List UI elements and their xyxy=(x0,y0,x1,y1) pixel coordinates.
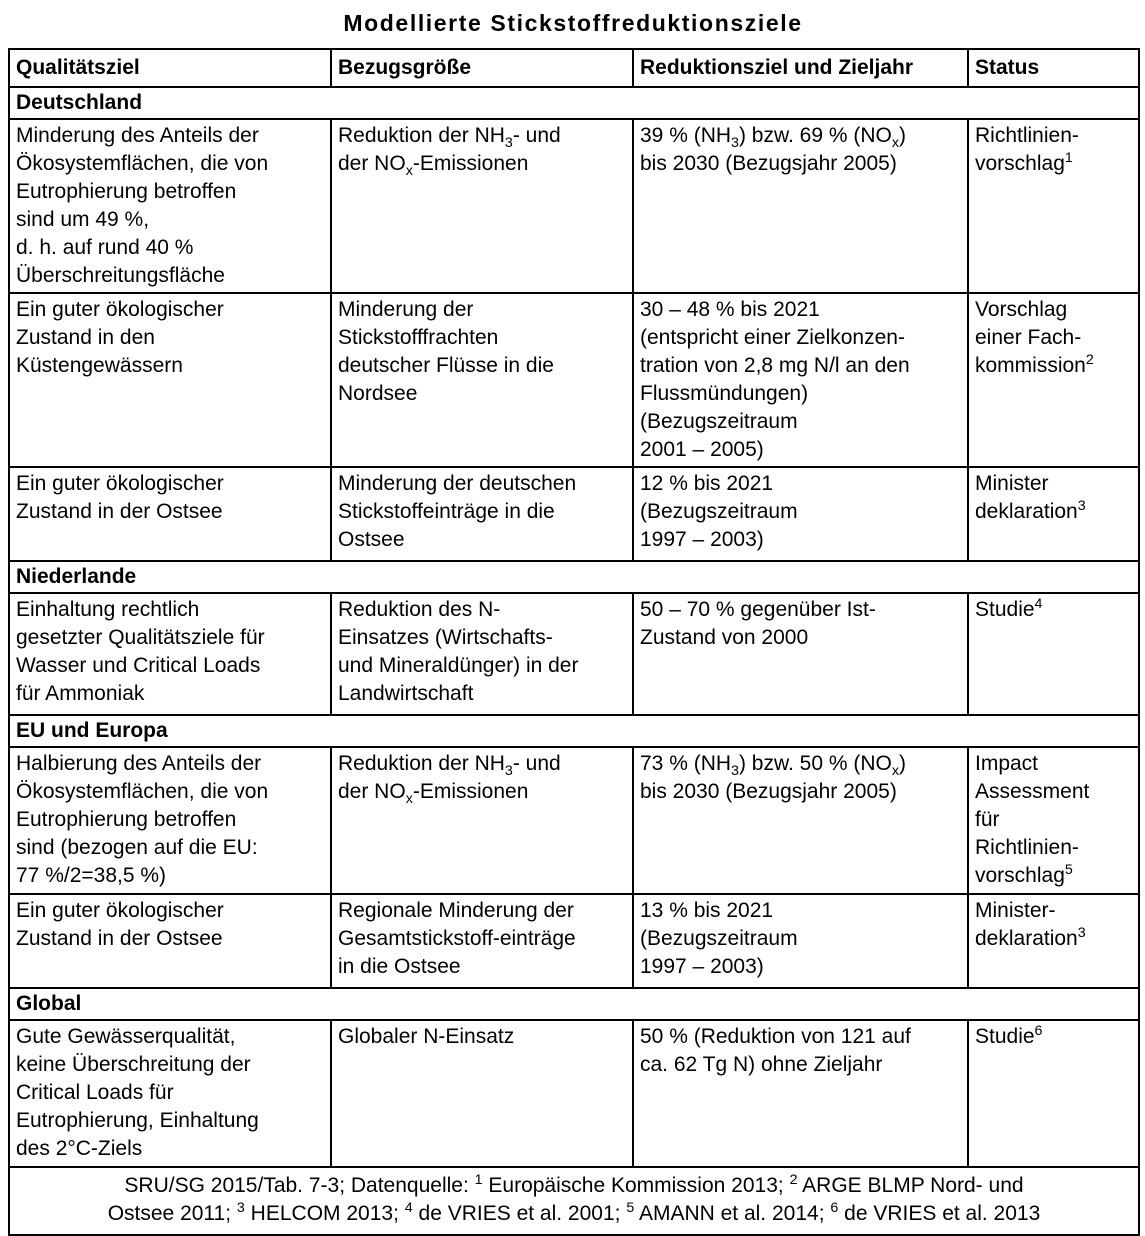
cell-bezugsgroesse: Reduktion der $NH_3-$ und der $NO_x$-Emissionen xyxy=(331,119,633,293)
column-header-status: Status xyxy=(968,49,1139,87)
cell-status: Vorschlag einer Fach- kommission$^2$ xyxy=(968,293,1139,467)
section-label: Global xyxy=(9,988,1139,1020)
cell-qualitaetsziel: Minderung des Anteils der Ökosystemflächen, die von Eutrophierung betroffen sind um 49 %, d. h. auf rund 40 % Überschreitungsfläche xyxy=(9,119,331,293)
cell-status: Impact Assessment für Richtlinien- vorschlag$^5$ xyxy=(968,747,1139,894)
cell-status: Studie$^4$ xyxy=(968,593,1139,715)
cell-status: Minister- deklaration$^3$ xyxy=(968,894,1139,988)
table-row xyxy=(9,593,1139,715)
nitrogen-reduction-targets-table xyxy=(8,48,1140,1236)
cell-reduktionsziel: 50 % (Reduktion von 121 auf ca. 62 Tg N) ohne Zieljahr xyxy=(633,1020,968,1167)
cell-qualitaetsziel: Gute Gewässerqualität, keine Überschreitung der Critical Loads für Eutrophierung, Einhaltung des 2°C-Ziels xyxy=(9,1020,331,1167)
section-row-deutschland xyxy=(9,87,1139,119)
cell-bezugsgroesse: Regionale Minderung der Gesamtstickstoff-einträge in die Ostsee xyxy=(331,894,633,988)
cell-qualitaetsziel: Halbierung des Anteils der Ökosystemflächen, die von Eutrophierung betroffen sind (bezogen auf die EU: 77 %/2=38,5 %) xyxy=(9,747,331,894)
table-row xyxy=(9,293,1139,467)
cell-bezugsgroesse: Reduktion der $NH_3-$ und der $NO_x$-Emissionen xyxy=(331,747,633,894)
cell-reduktionsziel: 12 % bis 2021 (Bezugszeitraum 1997 – 2003) xyxy=(633,467,968,561)
table-row xyxy=(9,894,1139,988)
cell-reduktionsziel: 13 % bis 2021 (Bezugszeitraum 1997 – 2003) xyxy=(633,894,968,988)
cell-qualitaetsziel: Ein guter ökologischer Zustand in den Küstengewässern xyxy=(9,293,331,467)
page-title: Modellierte Stickstoffreduktionsziele xyxy=(343,10,803,36)
cell-reduktionsziel: 39 % $(NH_3)$ bzw. 69 % $(NO_x)$ bis 2030 (Bezugsjahr 2005) xyxy=(633,119,968,293)
cell-reduktionsziel: 50 – 70 % gegenüber Ist- Zustand von 2000 xyxy=(633,593,968,715)
cell-reduktionsziel: 73 % $(NH_3)$ bzw. 50 % $(NO_x)$ bis 2030 (Bezugsjahr 2005) xyxy=(633,747,968,894)
source-row xyxy=(9,1167,1139,1235)
cell-qualitaetsziel: Ein guter ökologischer Zustand in der Ostsee xyxy=(9,467,331,561)
cell-status: Richtlinien- vorschlag$^1$ xyxy=(968,119,1139,293)
source-citation: SRU/SG 2015/Tab. 7-3; Datenquelle: $^1$ Europäische Kommission 2013; $^2$ ARGE BLMP Nord- und Ostsee 2011; $^3$ HELCOM 2013; $^4$ de VRIES et al. 2001; $^5$ AMANN et al. 2014; $^6$ de VRIES et al. 2013 xyxy=(9,1167,1139,1235)
column-header-bezugsgroesse: Bezugsgröße xyxy=(331,49,633,87)
cell-qualitaetsziel: Ein guter ökologischer Zustand in der Ostsee xyxy=(9,894,331,988)
column-header-reduktionsziel: Reduktionsziel und Zieljahr xyxy=(633,49,968,87)
table-row xyxy=(9,1020,1139,1167)
section-label: Deutschland xyxy=(9,87,1139,119)
table-row xyxy=(9,119,1139,293)
section-row-global xyxy=(9,988,1139,1020)
cell-bezugsgroesse: Globaler N-Einsatz xyxy=(331,1020,633,1167)
cell-status: Studie$^6$ xyxy=(968,1020,1139,1167)
section-label: Niederlande xyxy=(9,561,1139,593)
section-label: EU und Europa xyxy=(9,715,1139,747)
table-row xyxy=(9,467,1139,561)
cell-bezugsgroesse: Minderung der Stickstofffrachten deutscher Flüsse in die Nordsee xyxy=(331,293,633,467)
cell-bezugsgroesse: Minderung der deutschen Stickstoffeinträge in die Ostsee xyxy=(331,467,633,561)
header-row xyxy=(9,49,1139,87)
cell-bezugsgroesse: Reduktion des N- Einsatzes (Wirtschafts- und Mineraldünger) in der Landwirtschaft xyxy=(331,593,633,715)
section-row-eu-und-europa xyxy=(9,715,1139,747)
table-row xyxy=(9,747,1139,894)
cell-status: Minister deklaration$^3$ xyxy=(968,467,1139,561)
column-header-qualitaetsziel: Qualitätsziel xyxy=(9,49,331,87)
cell-reduktionsziel: 30 – 48 % bis 2021 (entspricht einer Zielkonzen- tration von 2,8 mg N/l an den Flussmündungen) (Bezugszeitraum 2001 – 2005) xyxy=(633,293,968,467)
section-row-niederlande xyxy=(9,561,1139,593)
cell-qualitaetsziel: Einhaltung rechtlich gesetzter Qualitätsziele für Wasser und Critical Loads für Ammoniak xyxy=(9,593,331,715)
